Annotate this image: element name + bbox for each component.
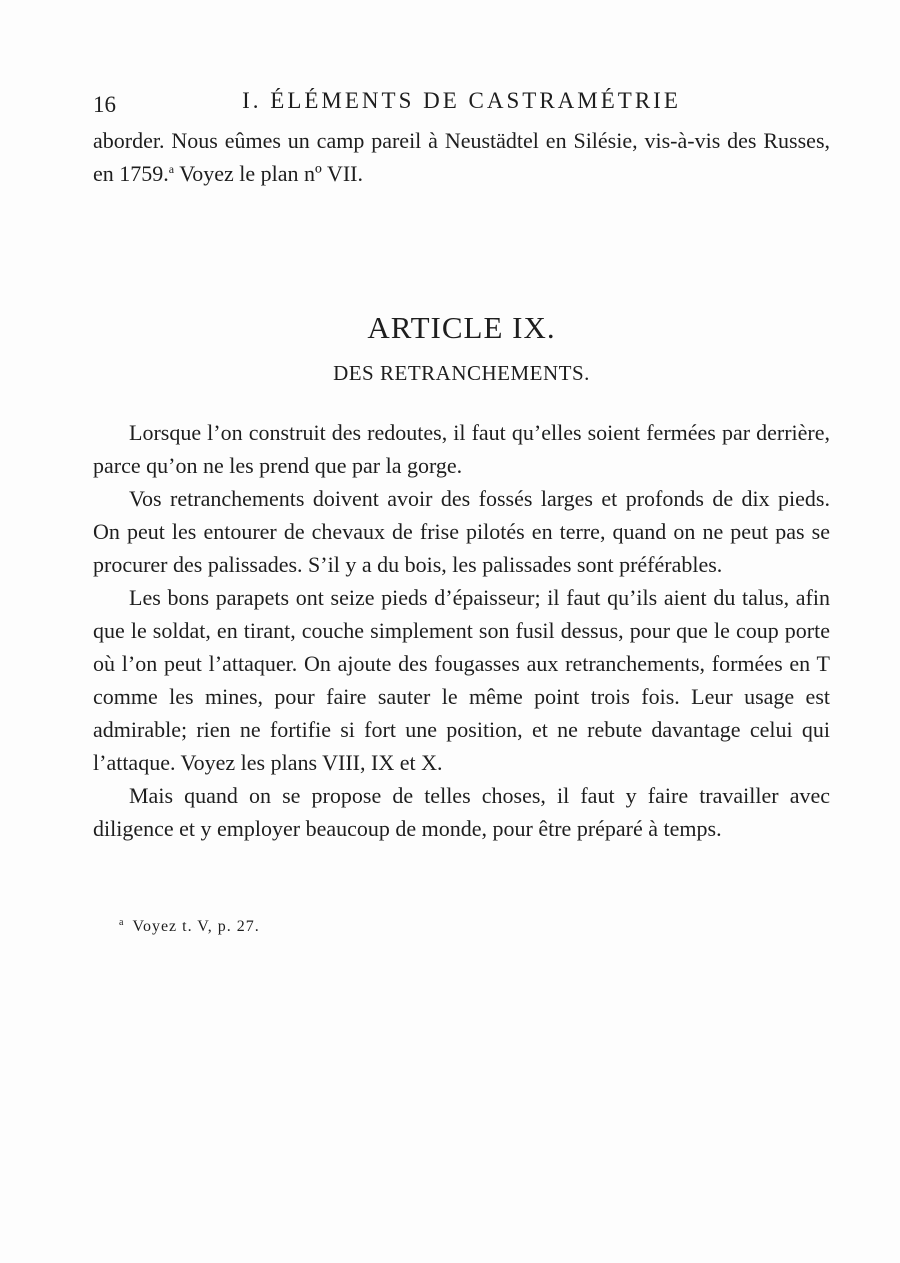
running-title: I. ÉLÉMENTS DE CASTRAMÉTRIE <box>242 88 681 113</box>
footnote-mark: a <box>119 917 125 928</box>
page-number: 16 <box>93 92 116 117</box>
page <box>93 86 830 936</box>
section-title: DES RETRANCHEMENTS. <box>333 361 590 385</box>
continued-text: aborder. Nous eûmes un camp pareil à Neustädtel en Silésie, vis-à-vis des Russes, en 1759. <box>93 128 830 186</box>
footnote-reference: a <box>168 162 175 176</box>
footnote-text: Voyez t. V, p. 27. <box>132 918 260 935</box>
paragraph-2: Vos retranchements doivent avoir des fossés larges et profonds de dix pieds. On peut les entourer de chevaux de frise pilotés en terre, quand on ne peut pas se procurer des palissades. S’il y a du bois, les palissades sont préférables. <box>93 486 830 577</box>
article-title: ARTICLE IX. <box>367 310 556 345</box>
paragraph-3: Les bons parapets ont seize pieds d’épaisseur; il faut qu’ils aient du talus, afin que le soldat, en tirant, couche simplement son fusil dessus, pour que le coup porte où l’on peut l’attaquer. On ajoute des fougasses aux retranchements, formées en T comme les mines, pour faire sauter le même point trois fois. Leur usage est admirable; rien ne fortifie si fort une position, et ne rebute davantage celui qui l’attaque. Voyez les plans VIII, IX et X. <box>93 585 830 775</box>
article-body <box>93 416 830 845</box>
running-head <box>93 86 830 122</box>
continued-paragraph <box>93 124 830 190</box>
plan-reference-text: Voyez le plan nº VII. <box>174 161 363 186</box>
paragraph-1: Lorsque l’on construit des redoutes, il faut qu’elles soient fermées par derrière, parce qu’on ne les prend que par la gorge. <box>93 420 830 478</box>
paragraph-4: Mais quand on se propose de telles choses, il faut y faire travailler avec diligence et y employer beaucoup de monde, pour être préparé à temps. <box>93 783 830 841</box>
footnote <box>93 917 830 936</box>
